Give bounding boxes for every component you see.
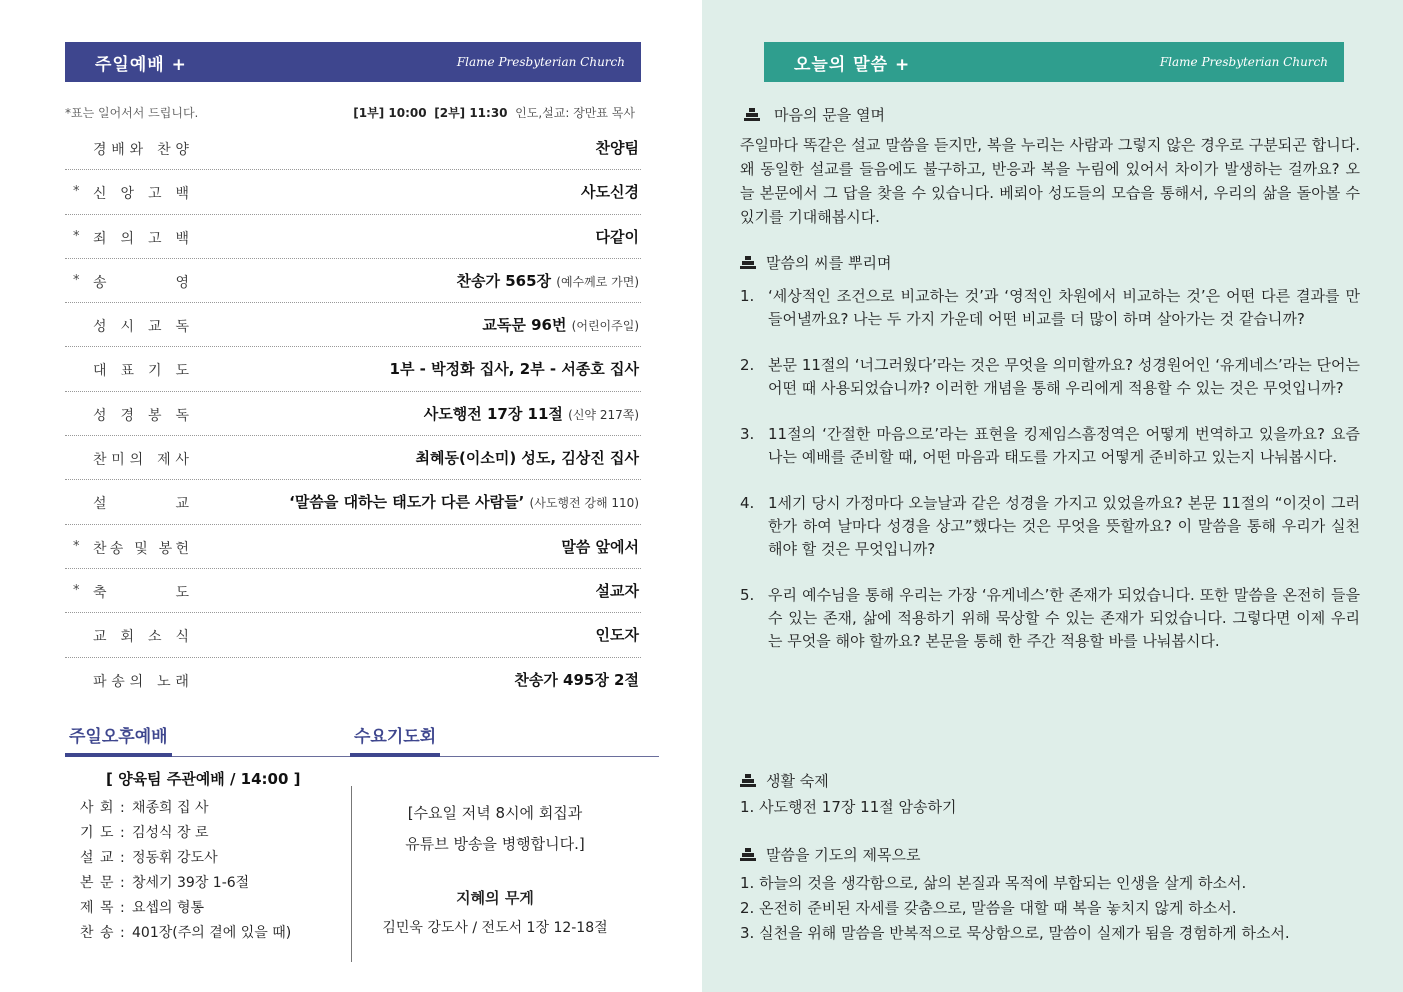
other-services-tabs bbox=[65, 722, 659, 757]
order-value-main: 최혜동(이소미) 성도, 김상진 집사 bbox=[415, 449, 639, 468]
question-text: ‘세상적인 조건으로 비교하는 것’과 ‘영적인 차원에서 비교하는 것’은 어떤 다른 결과를 만들어낼까요? 나는 두 가지 가운데 어떤 비교를 더 많이 하며 살아가는 것 같습니까? bbox=[768, 287, 1360, 328]
church-name: Flame Presbyterian Church bbox=[1159, 55, 1328, 69]
order-row bbox=[65, 347, 641, 391]
leader-info: 인도,설교: 장만표 목사 bbox=[515, 106, 635, 120]
order-value bbox=[289, 491, 639, 512]
order-label: 경 배 와 찬 양 bbox=[93, 142, 189, 158]
wednesday-line-1: [수요일 저녁 8시에 회집과 bbox=[407, 804, 583, 822]
order-label: 찬 미 의 제 사 bbox=[93, 452, 189, 469]
prayer-item: 2. 온전히 준비된 자세를 갖춤으로, 말씀을 대할 때 복을 놓치지 않게 하소서. bbox=[740, 899, 1237, 917]
intro-paragraph: 주일마다 똑같은 설교 말씀을 듣지만, 복을 누리는 사람과 그렇지 않은 경우로 구분되곤 합니다. 왜 동일한 설교를 들음에도 불구하고, 반응과 복을 누림에 있어서 차이가 발생하는 걸까요? 오늘 본문에서 그 답을 찾을 수 있습니다. 베뢰아 성도들의 모습을 통해서, 우리의 삶을 돌아볼 수 있기를 기대해봅시다. bbox=[740, 136, 1360, 226]
afternoon-line bbox=[80, 897, 330, 922]
afternoon-line-value: 401장(주의 곁에 있을 때) bbox=[132, 925, 292, 941]
banner-title: 오늘의 말씀 + bbox=[794, 54, 911, 75]
wednesday-line-2: 유튜브 방송을 병행합니다.] bbox=[405, 835, 585, 853]
order-label: 찬 송 및 봉 헌 bbox=[93, 540, 189, 557]
order-value-main: ‘말씀을 대하는 태도가 다른 사람들’ bbox=[289, 493, 530, 512]
todays-word-banner bbox=[764, 42, 1344, 82]
order-label: 교 회 소 식 bbox=[93, 629, 189, 646]
order-of-worship bbox=[65, 126, 641, 701]
standing-note: *표는 일어서서 드립니다. bbox=[65, 106, 199, 120]
question-item bbox=[740, 354, 1360, 400]
question-text: 11절의 ‘간절한 마음으로’라는 표현을 킹제임스흠정역은 어떻게 번역하고 있을까요? 요즘 나는 예배를 준비할 때, 어떤 마음과 태도를 가지고 어떻게 준비하고 있는지 나눠봅시다. bbox=[768, 425, 1360, 466]
question-item bbox=[740, 492, 1360, 561]
order-row bbox=[65, 259, 641, 303]
order-row bbox=[65, 480, 641, 524]
standing-mark: * bbox=[73, 184, 80, 200]
order-value bbox=[390, 358, 639, 379]
afternoon-line-value: 김성식 장 로 bbox=[132, 825, 209, 841]
sunday-worship-banner bbox=[65, 42, 641, 82]
afternoon-line bbox=[80, 922, 330, 947]
order-value bbox=[457, 270, 639, 291]
order-value bbox=[596, 624, 639, 645]
order-row bbox=[65, 170, 641, 214]
afternoon-line-value: 채종희 집 사 bbox=[132, 800, 209, 816]
afternoon-line-key: 제 목 : bbox=[80, 900, 126, 916]
seed-title bbox=[740, 252, 1360, 273]
question-text: 1세기 당시 가정마다 오늘날과 같은 성경을 가지고 있었을까요? 본문 11절의 “이것이 그러한가 하여 날마다 성경을 상고”했다는 것은 무엇을 뜻할까요? 이 말씀을 통해 우리가 실천해야 할 것은 무엇입니까? bbox=[768, 494, 1360, 558]
afternoon-heading: [ 양육팀 주관예배 / 14:00 ] bbox=[106, 770, 301, 788]
seed-section bbox=[740, 252, 1360, 653]
order-value-main: 1부 - 박정화 집사, 2부 - 서종호 집사 bbox=[389, 360, 639, 379]
question-number: 2. bbox=[740, 356, 755, 374]
order-value-main: 사도행전 17장 11절 bbox=[423, 404, 569, 423]
order-row bbox=[65, 215, 641, 259]
intro-section bbox=[740, 104, 1360, 229]
afternoon-line bbox=[80, 872, 330, 897]
afternoon-line-key: 기 도 : bbox=[80, 825, 126, 841]
order-value-main: 찬송가 565장 bbox=[456, 271, 557, 290]
question-list bbox=[740, 285, 1360, 653]
intro-title-text: 마음의 문을 열며 bbox=[774, 106, 885, 124]
homework-item: 1. 사도행전 17장 11절 암송하기 bbox=[740, 798, 957, 816]
standing-mark: * bbox=[73, 228, 80, 244]
column-divider bbox=[351, 786, 352, 962]
wednesday-prayer-info bbox=[360, 802, 630, 937]
wednesday-speaker: 김민욱 강도사 / 전도서 1장 12-18절 bbox=[382, 920, 608, 936]
order-row bbox=[65, 436, 641, 480]
order-value-note: (신약 217쪽) bbox=[568, 407, 639, 422]
order-row bbox=[65, 392, 641, 436]
order-value bbox=[596, 137, 639, 158]
order-value-main: 찬양팀 bbox=[595, 139, 639, 157]
order-label: 신 앙 고 백 bbox=[93, 186, 189, 203]
second-service-time: [2부] 11:30 bbox=[434, 106, 508, 120]
question-item bbox=[740, 423, 1360, 469]
order-row bbox=[65, 126, 641, 170]
afternoon-line-value: 정동휘 강도사 bbox=[132, 850, 218, 866]
order-value-main: 말씀 앞에서 bbox=[561, 537, 639, 556]
order-value-main: 인도자 bbox=[595, 626, 639, 645]
standing-mark: * bbox=[73, 538, 80, 554]
wednesday-sermon-title: 지혜의 무게 bbox=[456, 889, 534, 907]
order-label: 죄 의 고 백 bbox=[93, 230, 189, 247]
afternoon-line-key: 찬 송 : bbox=[80, 925, 126, 941]
section-bullet-icon bbox=[744, 108, 760, 122]
order-row bbox=[65, 525, 641, 569]
question-number: 3. bbox=[740, 425, 755, 443]
afternoon-line-key: 본 문 : bbox=[80, 875, 126, 891]
order-value bbox=[424, 403, 639, 424]
order-value-note: (사도행전 강해 110) bbox=[529, 496, 639, 511]
order-value-note: (어린이주일) bbox=[571, 319, 639, 334]
order-value-main: 사도신경 bbox=[581, 183, 639, 202]
question-text: 본문 11절의 ‘너그러웠다’라는 것은 무엇을 의미할까요? 성경원어인 ‘유게네스’라는 단어는 어떤 때 사용되었습니까? 이러한 개념을 통해 우리에게 적용할 수 있는 것은 무엇입니까? bbox=[768, 356, 1360, 397]
order-label: 축 도 bbox=[93, 584, 189, 601]
homework-title-text: 생활 숙제 bbox=[766, 772, 829, 790]
afternoon-line-key: 설 교 : bbox=[80, 850, 126, 866]
question-text: 우리 예수님을 통해 우리는 가장 ‘유게네스’한 존재가 되었습니다. 또한 말씀을 온전히 들을 수 있는 존재, 삶에 적용하기 위해 묵상할 수 있는 존재가 되었습니다. 그렇다면 이제 우리는 무엇을 해야 할까요? 본문을 통해 한 주간 적용할 바를 나눠봅시다. bbox=[768, 586, 1360, 650]
order-value bbox=[482, 314, 639, 335]
right-page bbox=[702, 0, 1403, 992]
question-item bbox=[740, 285, 1360, 331]
afternoon-line bbox=[80, 847, 330, 872]
order-value-main: 교독문 96번 bbox=[482, 316, 572, 335]
order-value bbox=[561, 536, 639, 557]
order-value bbox=[416, 447, 639, 468]
order-value-main: 다같이 bbox=[595, 227, 639, 246]
section-bullet-icon bbox=[740, 848, 756, 862]
order-row bbox=[65, 569, 641, 613]
order-label: 대 표 기 도 bbox=[93, 363, 189, 380]
standing-mark: * bbox=[73, 582, 80, 598]
order-value bbox=[596, 580, 639, 601]
afternoon-line-value: 창세기 39장 1-6절 bbox=[132, 875, 250, 891]
order-value-note: (예수께로 가면) bbox=[556, 274, 639, 289]
order-value bbox=[596, 226, 639, 247]
standing-mark: * bbox=[73, 272, 80, 288]
afternoon-line bbox=[80, 822, 330, 847]
homework-section bbox=[740, 770, 1360, 820]
section-bullet-icon bbox=[740, 256, 756, 270]
question-number: 1. bbox=[740, 287, 755, 305]
order-value-main: 찬송가 495장 2절 bbox=[514, 670, 639, 689]
tab-afternoon-worship: 주일오후예배 bbox=[65, 722, 172, 757]
order-label: 설 교 bbox=[93, 496, 189, 513]
order-label: 성 경 봉 독 bbox=[93, 407, 189, 424]
order-label: 파 송 의 노 래 bbox=[93, 673, 189, 690]
order-value-main: 설교자 bbox=[595, 581, 639, 600]
intro-title bbox=[744, 104, 1360, 125]
prayer-section bbox=[740, 844, 1360, 946]
prayer-item: 3. 실천을 위해 말씀을 반복적으로 묵상함으로, 말씀이 실제가 됨을 경험하게 하소서. bbox=[740, 924, 1290, 942]
seed-title-text: 말씀의 씨를 뿌리며 bbox=[766, 254, 892, 272]
church-name: Flame Presbyterian Church bbox=[456, 55, 625, 69]
question-number: 4. bbox=[740, 494, 755, 512]
afternoon-line-key: 사 회 : bbox=[80, 800, 126, 816]
afternoon-line bbox=[80, 797, 330, 822]
order-label: 송 영 bbox=[93, 274, 189, 291]
homework-title bbox=[740, 770, 1360, 791]
banner-title: 주일예배 + bbox=[95, 54, 187, 75]
prayer-title-text: 말씀을 기도의 제목으로 bbox=[766, 846, 921, 864]
order-label: 성 시 교 독 bbox=[93, 319, 189, 336]
order-row bbox=[65, 303, 641, 347]
order-row bbox=[65, 658, 641, 701]
first-service-time: [1부] 10:00 bbox=[353, 106, 427, 120]
afternoon-line-value: 요셉의 형통 bbox=[132, 900, 205, 916]
order-value bbox=[514, 669, 639, 690]
afternoon-worship-info bbox=[80, 768, 330, 947]
prayer-list bbox=[740, 871, 1360, 946]
tab-wednesday-prayer: 수요기도회 bbox=[350, 722, 440, 757]
order-row bbox=[65, 613, 641, 657]
question-item bbox=[740, 584, 1360, 653]
service-times bbox=[353, 104, 635, 121]
question-number: 5. bbox=[740, 586, 755, 604]
prayer-title bbox=[740, 844, 1360, 865]
section-bullet-icon bbox=[740, 774, 756, 788]
order-value bbox=[581, 181, 639, 202]
prayer-item: 1. 하늘의 것을 생각함으로, 삶의 본질과 목적에 부합되는 인생을 살게 하소서. bbox=[740, 874, 1247, 892]
